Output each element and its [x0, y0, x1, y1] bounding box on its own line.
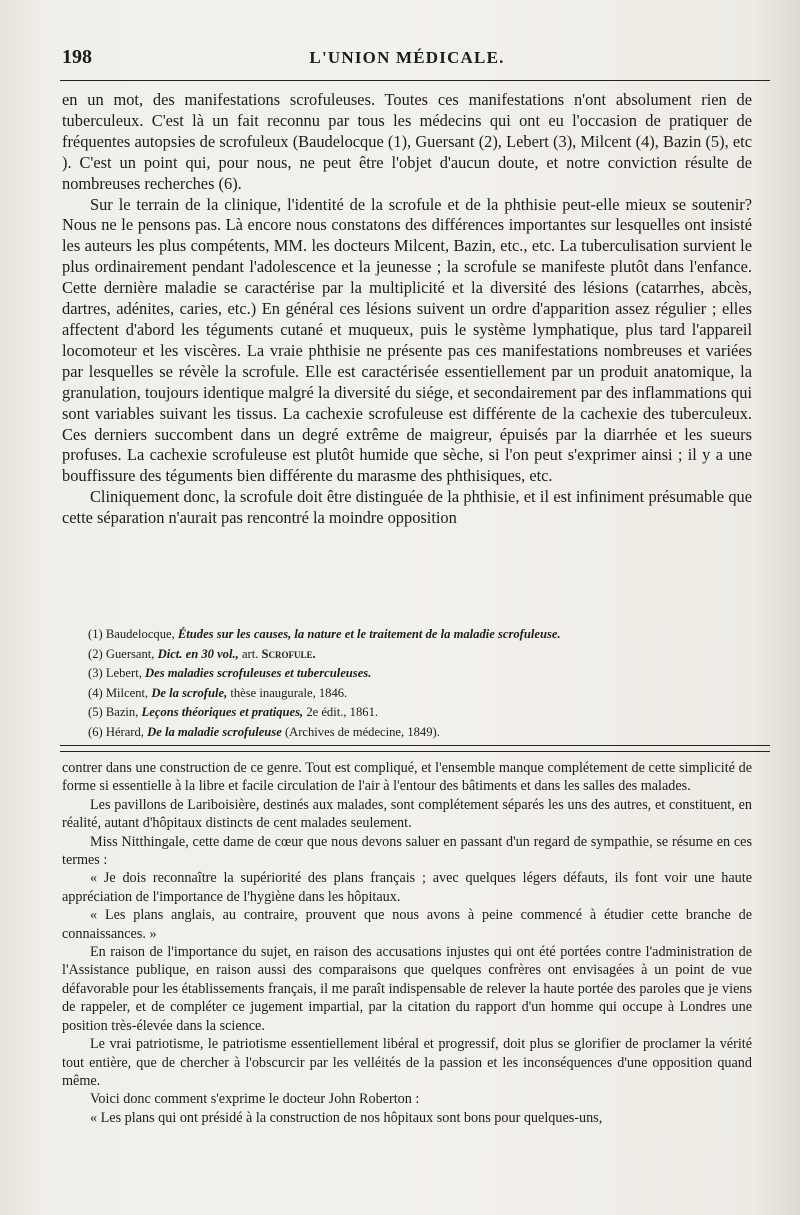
paragraph: Les pavillons de Lariboisière, destinés aux malades, sont complétement séparés les uns des autres, et constituent, en réalité, autant d'hôpitaux distincts de cent malades seulement.: [62, 796, 752, 832]
running-title: L'UNION MÉDICALE.: [309, 48, 505, 67]
footnote-6: (6) Hérard, De la maladie scrofuleuse (Archives de médecine, 1849).: [88, 724, 440, 739]
quote-paragraph: « Les plans qui ont présidé à la construction de nos hôpitaux sont bons pour quelques-uns,: [90, 1109, 603, 1126]
paragraph: Cliniquement donc, la scrofule doit être distinguée de la phthisie, et il est infiniment présumable que cette séparation n'aurait pas rencontré la moindre opposition: [62, 487, 752, 528]
footnote-4: (4) Milcent, De la scrofule, thèse inaugurale, 1846.: [88, 685, 348, 700]
quote-paragraph: « Les plans anglais, au contraire, prouvent que nous avons à peine commencé à étudier cette branche de connaissances. »: [62, 907, 752, 942]
header-rule: [60, 80, 770, 81]
section-double-rule: [60, 745, 770, 752]
footnote-1: (1) Baudelocque, Études sur les causes, la nature et le traitement de la maladie scrofuleuse.: [88, 627, 561, 641]
paragraph: contrer dans une construction de ce genre. Tout est compliqué, et l'ensemble manque complétement de cette simplicité de forme si essentielle à la libre et facile circulation de l'air à l'entour des bâtiments et dans les salles des malades.: [62, 760, 752, 795]
footnotes: [62, 625, 752, 743]
quote-paragraph: « Je dois reconnaître la supériorité des plans français ; avec quelques légers défauts, ils font voir une haute appréciation de l'importance de l'hygiène dans les hôpitaux.: [62, 870, 752, 905]
feuilleton-text: [62, 759, 752, 1127]
footnote-3: (3) Lebert, Des maladies scrofuleuses et tuberculeuses.: [88, 666, 372, 681]
paragraph: Le vrai patriotisme, le patriotisme essentiellement libéral et progressif, doit plus se glorifier de proclamer la vérité tout entière, que de chercher à l'obscurcir par les velléités de la passion et les inconséquences d'une opposition quand même.: [62, 1036, 752, 1089]
page-number: 198: [62, 46, 92, 68]
paragraph: Voici donc comment s'exprime le docteur John Roberton :: [90, 1091, 420, 1108]
paragraph: Sur le terrain de la clinique, l'identité de la scrofule et de la phthisie peut-elle mieux se soutenir? Nous ne le pensons pas. Là encore nous constatons des différences importantes sur lesquelles ont insisté les auteurs les plus compétents, MM. les docteurs Milcent, Bazin, etc., etc. La tuberculisation survient le plus ordinairement pendant l'adolescence et la jeunesse ; la scrofule se manifeste plutôt dans l'enfance. Cette dernière maladie se caractérise par la multiplicité et la diversité des lésions (catarrhes, abcès, dartres, adénites, caries, etc.) En général ces lésions suivent un ordre d'apparition assez régulier ; elles affectent d'abord les téguments cutané et muqueux, puis le système lymphatique, plus tard l'appareil locomoteur et les viscères. La vraie phthisie ne présente pas ces manifestations nombreuses et variées par lesquelles se révèle la scrofule. Elle est caractérisée essentiellement par un produit anatomique, la granulation, toujours identique malgré la diversité du siége, et secondairement par des inflammations qui sont variables suivant les tissus. La cachexie scrofuleuse est différente de la cachexie des tuberculeux. Ces derniers succombent dans un degré extrême de maigreur, épuisés par la diarrhée et les sueurs profuses. La cachexie scrofuleuse est plutôt humide que sèche, si l'on peut s'exprimer ainsi ; il y a une bouffissure des téguments bien différente du marasme des phthisiques, etc.: [62, 194, 752, 486]
footnote-2: (2) Guersant, Dict. en 30 vol., art. Scrofule.: [88, 646, 316, 661]
paragraph: Miss Nitthingale, cette dame de cœur que nous devons saluer en passant d'un regard de sympathie, se résume en ces termes :: [62, 833, 752, 869]
paragraph: en un mot, des manifestations scrofuleuses. Toutes ces manifestations n'ont absolument rien de tuberculeux. C'est là un fait reconnu par tous les médecins qui ont eu l'occasion de pratiquer de fréquentes autopsies de scrofuleux (Baudelocque (1), Guersant (2), Lebert (3), Milcent (4), Bazin (5), etc ). C'est un point qui, pour nous, ne peut être l'objet d'aucun doute, et notre conviction résulte de nombreuses recherches (6).: [62, 90, 752, 193]
main-article-text: [62, 90, 752, 529]
paragraph: En raison de l'importance du sujet, en raison des accusations injustes qui ont été portées contre l'administration de l'Assistance publique, en raison aussi des comparaisons que quelques confrères ont envisagées à un point de vue défavorable pour les établissements français, il me paraît indispensable de relever la haute portée des paroles que je viens de rappeler, et de compléter ce jugement impartial, par la citation du rapport d'un homme qui occupe à Londres une position très-élevée dans la science.: [62, 944, 752, 1034]
page-header: [62, 44, 752, 74]
footnote-5: (5) Bazin, Leçons théoriques et pratiques, 2e édit., 1861.: [88, 705, 379, 720]
